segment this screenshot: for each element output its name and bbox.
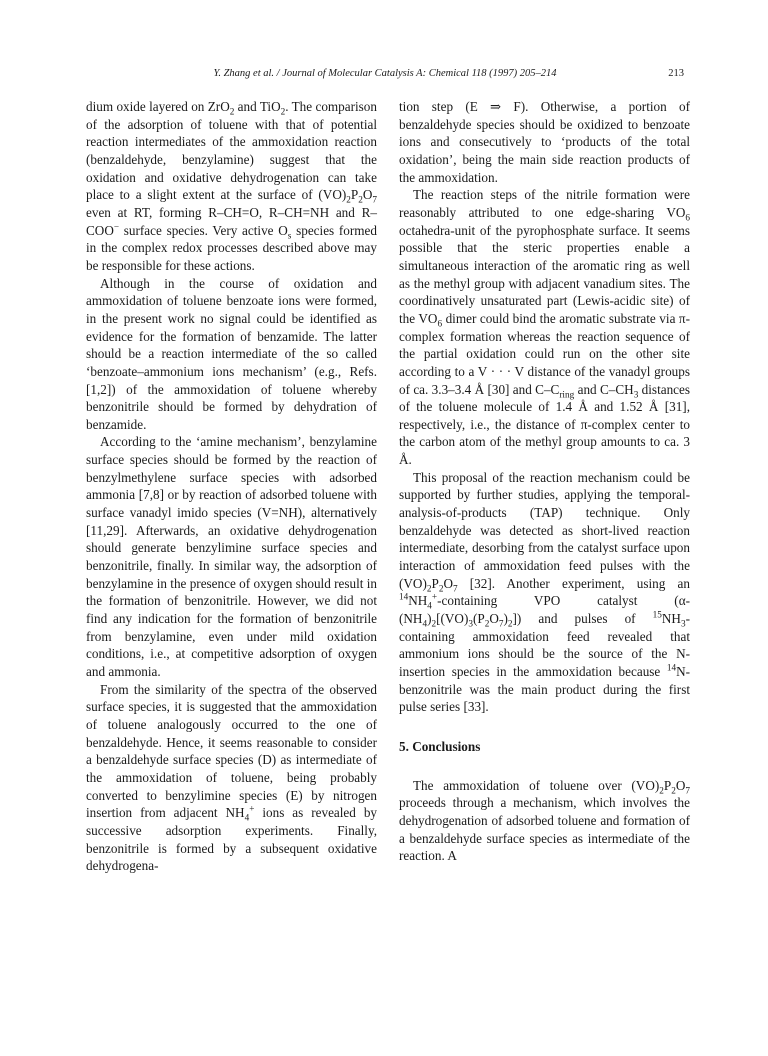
left-column bbox=[86, 98, 377, 875]
paragraph: From the similarity of the spectra of the observed surface species, it is suggested that the ammoxidation of toluene analogously occurred to the one of benzaldehyde. Hence, it seems reasonable to consider a benzaldehyde surface species (D) as intermediate of the ammoxidation of toluene, being probably converted to benzylimine species (E) by nitrogen insertion from adjacent $NH_4^+$ ions as revealed by successive adsorption experiments. Finally, benzonitrile is formed by a subsequent oxidative dehydrogena- bbox=[86, 681, 378, 874]
paragraph: According to the ‘amine mechanism’, benzylamine surface species should be formed by the reaction of benzylmethylene surface species with adsorbed ammonia [7,8] or by reaction of adsorbed toluene with surface vanadyl imido species (V=NH), alternatively [11,29]. Afterwards, an oxidative dehydrogenation should generate benzylimine surface species and benzonitrile, finally. In similar way, the adsorption of benzylamine in the presence of oxygen should result in the formation of benzonitrile. However, we did not find any indication for the formation of benzonitrile from benzylamine, even under mild oxidation conditions, i.e., at competitive adsorption of oxygen and ammonia. bbox=[86, 434, 377, 679]
paragraph: tion step (E ⇒ F). Otherwise, a portion of benzaldehyde species should be oxidized to benzoate ions and consecutively to ‘products of the total oxidation’, being the main side reaction products of the ammoxidation. bbox=[399, 99, 690, 185]
running-header bbox=[86, 68, 684, 84]
paragraph: dium oxide layered on ZrO$_2$ and TiO$_2$. The comparison of the adsorption of toluene with that of potential reaction intermediates of the ammoxidation reaction (benzaldehyde, benzylamine) suggest that the oxidation and oxidative dehydrogenation can take place to a slight extent at the surface of $(VO)_2P_2O_7$ even at RT, forming R–CH=O, R–CH=NH and R–COO− surface species. Very active $O_s$ species formed in the complex redox processes described above may be responsible for these actions. bbox=[86, 99, 377, 273]
paragraph: This proposal of the reaction mechanism could be supported by further studies, applying the temporal-analysis-of-products (TAP) technique. Only benzaldehyde was detected as short-lived reaction intermediate, desorbing from the catalyst surface upon interaction of ammoxidation feed pulses with the $(VO)_2P_2O_7$ [32]. Another experiment, using an $^{14}NH_4^+$-containing VPO catalyst $(\alpha-(NH_4)_2[(VO)_3(P_2O_7)_2])$ and pulses of $^{15}NH_3$-containing ammoxidation feed revealed that ammonium ions should be the source of the N-insertion species in the ammoxidation because $^{14}$N-benzonitrile was the main product during the first pulse series [33]. bbox=[399, 469, 690, 715]
right-column bbox=[399, 98, 690, 865]
paragraph: Although in the course of oxidation and ammoxidation of toluene benzoate ions were formed, in the present work no signal could be identified as evidence for the formation of benzamide. The latter should be a reaction intermediate of the so called ‘benzoate–ammonium ions mechanism’ (e.g., Refs. [1,2]) of the ammoxidation of toluene whereby benzonitrile should be formed by dehydration of benzamide. bbox=[86, 275, 377, 432]
page-number: 213 bbox=[668, 68, 684, 79]
paragraph: The reaction steps of the nitrile formation were reasonably attributed to one edge-sharing $VO_6$ octahedra-unit of the pyrophosphate surface. It seems possible that the steric properties enable a simultaneous interaction of the aromatic ring as well as the methyl group with adjacent vanadium sites. The coordinatively unsaturated part (Lewis-acidic site) of the $VO_6$ dimer could bind the aromatic substrate via π-complex formation whereas the reaction sequence of the partial oxidation could run on the other site according to a V · · · V distance of the vanadyl groups of ca. 3.3–3.4 Å [30] and $C-C_{ring}$ and $C-CH_3$ distances of the toluene molecule of 1.4 Å and 1.52 Å [31], respectively, i.e., the distance of π-complex center to the carbon atom of the methyl group amounts to ca. 3 Å. bbox=[399, 187, 691, 468]
running-title: Y. Zhang et al. / Journal of Molecular Catalysis A: Chemical 118 (1997) 205–214 bbox=[213, 68, 557, 79]
section-heading: 5. Conclusions bbox=[399, 738, 481, 754]
paragraph: The ammoxidation of toluene over $(VO)_2P_2O_7$ proceeds through a mechanism, which involves the dehydrogenation of adsorbed toluene and formation of a benzaldehyde surface species as intermediate of the reaction. A bbox=[399, 777, 690, 864]
